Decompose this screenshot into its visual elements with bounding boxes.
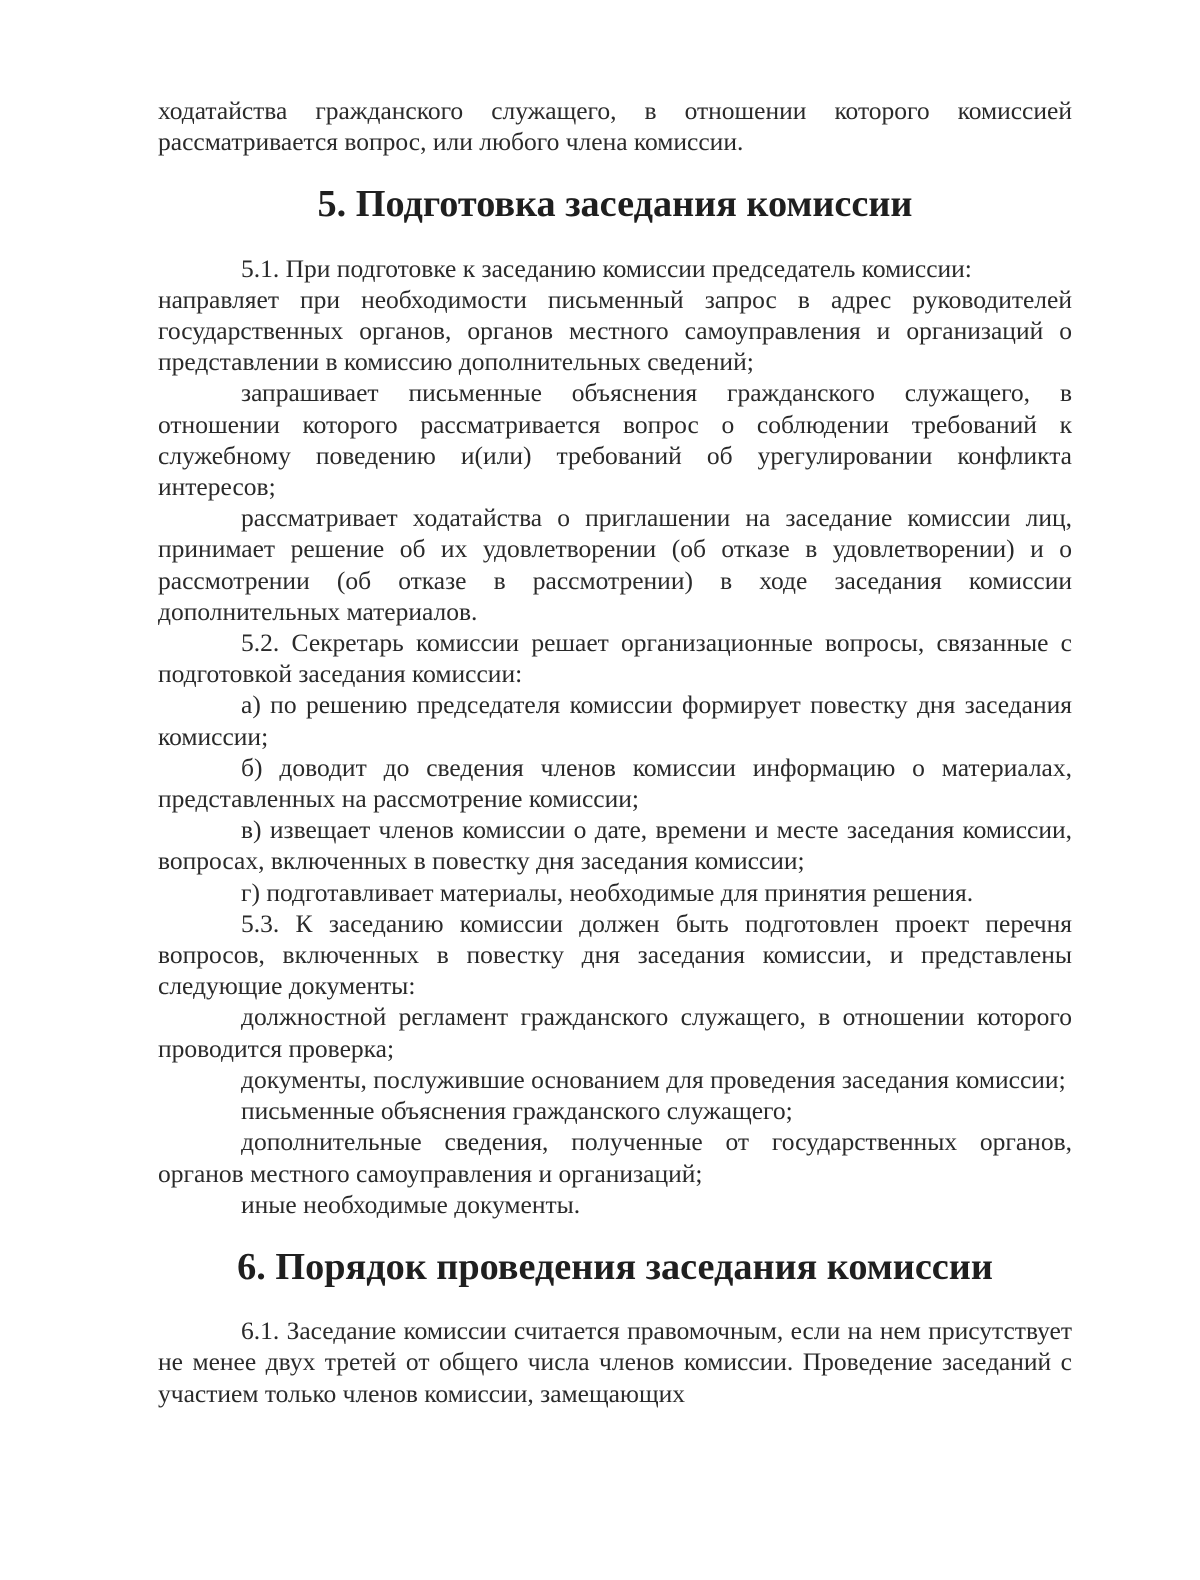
paragraph-5-3-item-explanations: письменные объяснения гражданского служащего; bbox=[241, 1096, 793, 1126]
paragraph-5-3-item-other: иные необходимые документы. bbox=[241, 1189, 581, 1219]
paragraph-5-1-item-explanations: запрашивает письменные объяснения гражданского служащего, в отношении которого рассматривается вопрос о соблюдении требований к служебному поведению и(или) требований об урегулировании конфликта интересов; bbox=[158, 378, 1072, 502]
paragraph-5-2: 5.2. Секретарь комиссии решает организационные вопросы, связанные с подготовкой заседания комиссии: bbox=[158, 628, 1072, 689]
paragraph-5-3-item-regulation: должностной регламент гражданского служащего, в отношении которого проводится проверка; bbox=[158, 1002, 1072, 1063]
paragraph-5-2-item-b: б) доводит до сведения членов комиссии информацию о материалах, представленных на рассмотрение комиссии; bbox=[158, 752, 1072, 814]
intro-paragraph: ходатайства гражданского служащего, в отношении которого комиссией рассматривается вопрос, или любого члена комиссии. bbox=[158, 96, 1072, 157]
paragraph-5-3-item-documents: документы, послужившие основанием для проведения заседания комиссии; bbox=[241, 1064, 1066, 1094]
paragraph-5-2-item-g: г) подготавливает материалы, необходимые для принятия решения. bbox=[241, 877, 974, 907]
paragraph-5-1-item-petitions: рассматривает ходатайства о приглашении на заседание комиссии лиц, принимает решение об их удовлетворении (об отказе в удовлетворении) и о рассмотрении (об отказе в рассмотрении) в ходе заседания комиссии дополнительных материалов. bbox=[158, 503, 1072, 626]
section-5-heading: 5. Подготовка заседания комиссии bbox=[317, 183, 913, 226]
paragraph-5-3: 5.3. К заседанию комиссии должен быть подготовлен проект перечня вопросов, включенных в повестку дня заседания комиссии, и представлены следующие документы: bbox=[158, 908, 1072, 1001]
document-page bbox=[158, 95, 1072, 1409]
paragraph-5-3-item-additional-info: дополнительные сведения, полученные от государственных органов, органов местного самоуправления и организаций; bbox=[158, 1127, 1072, 1188]
spacer bbox=[158, 221, 1072, 253]
paragraph-5-1-item-request: направляет при необходимости письменный запрос в адрес руководителей государственных органов, органов местного самоуправления и организаций о представлении в комиссию дополнительных сведений; bbox=[158, 284, 1072, 377]
section-6-heading: 6. Порядок проведения заседания комиссии bbox=[237, 1245, 993, 1288]
paragraph-5-2-item-a: а) по решению председателя комиссии формирует повестку дня заседания комиссии; bbox=[158, 690, 1072, 751]
paragraph-6-1: 6.1. Заседание комиссии считается правомочным, если на нем присутствует не менее двух третей от общего числа членов комиссии. Проведение заседаний с участием только членов комиссии, замещающих bbox=[158, 1316, 1072, 1408]
spacer bbox=[158, 1283, 1072, 1315]
paragraph-5-2-item-v: в) извещает членов комиссии о дате, времени и месте заседания комиссии, вопросах, включенных в повестку дня заседания комиссии; bbox=[158, 815, 1072, 876]
paragraph-5-1: 5.1. При подготовке к заседанию комиссии председатель комиссии: bbox=[241, 253, 972, 283]
